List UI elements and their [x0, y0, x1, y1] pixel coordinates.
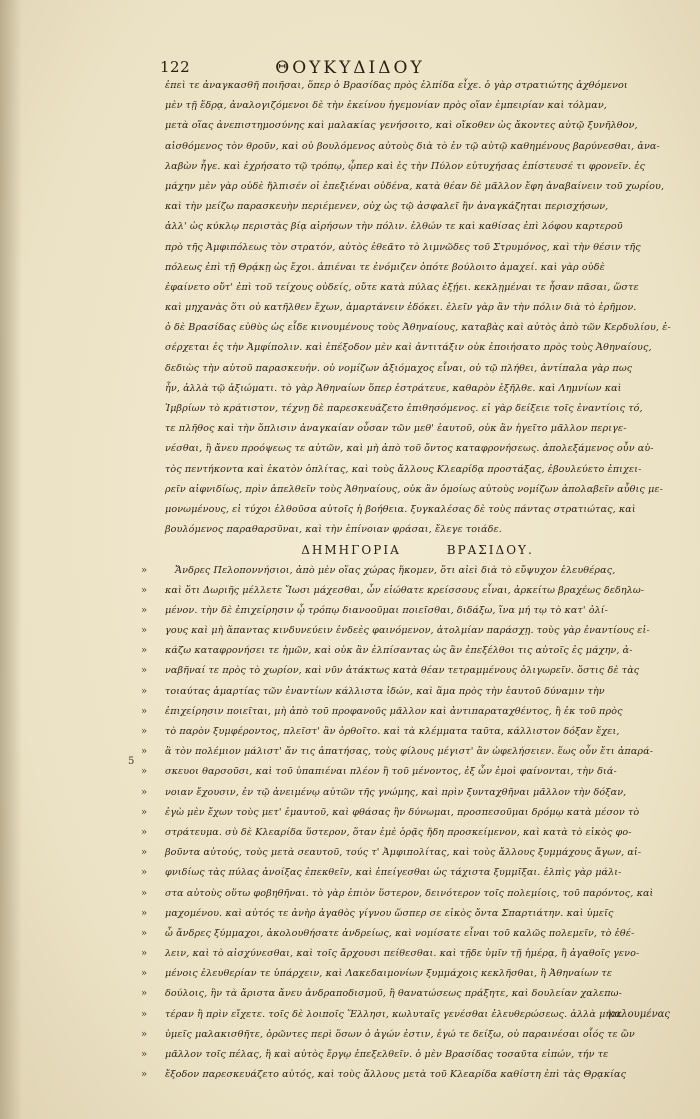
- line-text: καὶ ὅτι Δωριῆς μέλλετε Ἴωσι μάχεσθαι, ὧν εἰώθατε κρείσσους εἶναι, ἀρκείτω βραχέως δεδηλω-: [165, 584, 645, 596]
- line-text: ὦ ἄνδρες ξύμμαχοι, ἀκολουθήσατε ἀνδρείως, καὶ νομίσατε εἶναι τοῦ καλῶς πολεμεῖν, τὸ ἐθέ-: [165, 927, 635, 939]
- text-line: [141, 843, 670, 863]
- line-text: μένοις ἐλευθερίαν τε ὑπάρχειν, καὶ Λακεδαιμονίων ξυμμάχοις κεκλῆσθαι, ἢ Ἀθηναίων τε: [165, 968, 613, 980]
- line-text: βοῦντα αὐτούς, τοὺς μετὰ σεαυτοῦ, τούς τ' Ἀμφιπολίτας, καὶ τοὺς ἄλλους ξυμμάχους ἄγων, αἰ-: [165, 847, 642, 859]
- line-text: κάζω καταφρονήσει τε ἡμῶν, καὶ οὐκ ἂν ἐλπίσαντας ὡς ἂν ἐπεξέλθοι τις αὐτοῖς ἐς μάχην, ἀ-: [165, 645, 633, 657]
- line-text: ἐγὼ μὲν ἔχων τοὺς μετ' ἐμαυτοῦ, καὶ φθάσας ἢν δύνωμαι, προσπεσοῦμαι δρόμῳ κατὰ μέσον τὸ: [165, 806, 640, 818]
- quote-mark: »: [141, 887, 148, 899]
- quote-mark: »: [141, 1008, 148, 1020]
- text-line: [165, 379, 670, 399]
- line-text: μονωμένους, εἰ τύχοι ἐλθοῦσα αὐτοῖς ἡ βοήθεια. ξυγκαλέσας δὲ τοὺς πάντας στρατιώτας, καὶ: [165, 503, 636, 515]
- text-line: [141, 581, 670, 601]
- line-text: βουλόμενος παραθαρσῦναι, καὶ τὴν ἐπίνοιαν φράσαι, ἔλεγε τοιάδε.: [165, 524, 502, 536]
- line-text: πόλεως ἐπὶ τῇ Θρᾴκῃ ὡς ἔχοι. ἀπιέναι τε ἐνόμιζεν ὁπότε βούλοιτο ἀμαχεί. καὶ γὰρ οὐδὲ: [165, 261, 605, 273]
- text-line: [165, 157, 670, 177]
- main-text-block: [141, 76, 671, 1085]
- line-text: τὸς πεντήκοντα καὶ ἑκατὸν ὁπλίτας, καὶ τοὺς ἄλλους Κλεαρίδᾳ προστάξας, ἐβουλεύετο ἐπιχει-: [165, 463, 642, 475]
- line-text: λειν, καὶ τὸ αἰσχύνεσθαι, καὶ τοῖς ἄρχουσι πείθεσθαι. καὶ τῇδε ὑμῖν τῇ ἡμέρᾳ, ἢ ἀγαθοῖς γενο-: [165, 948, 640, 960]
- section-heading-word: ΔΗΜΗΓΟΡΙΑ: [301, 543, 401, 558]
- quote-mark: »: [141, 988, 148, 1000]
- line-text: τὸ παρὸν ξυμφέροντος, πλεῖστ' ἂν ὀρθοῖτο. καὶ τὰ κλέμματα ταῦτα, κάλλιστον δόξαν ἔχει,: [165, 726, 620, 737]
- line-text: ἀλλ' ὡς κύκλῳ περιστὰς βίᾳ αἱρήσων τὴν πόλιν. ἐλθών τε καὶ καθίσας ἐπὶ λόφου καρτεροῦ: [165, 221, 623, 233]
- text-line: [141, 1065, 670, 1085]
- margin-number: 5: [128, 756, 135, 767]
- line-text: σέρχεται ἐς τὴν Ἀμφίπολιν. καὶ ἐπέξοδον μὲν καὶ ἀντιτάξιν οὐκ ἐποιήσατο πρὸς τοὺς Ἀθηναίους,: [165, 342, 652, 354]
- section-heading-word: ΒΡΑΣΙΔΟΥ.: [446, 543, 534, 558]
- line-text: πρὸ τῆς Ἀμφιπόλεως τὸν στρατόν, αὐτὸς ἐθεᾶτο τὸ λιμνῶδες τοῦ Στρυμόνος, καὶ τὴν θέσιν τῆς: [165, 241, 641, 253]
- quote-mark: »: [141, 1069, 148, 1081]
- quote-mark: »: [141, 726, 148, 737]
- text-line: [165, 298, 670, 318]
- line-text: νέσθαι, ἢ ἄνευ προόψεως τε αὐτῶν, καὶ μὴ ἀπὸ τοῦ ὄντος καταφρονήσεως. ἀπολεξάμενος οὖν αὐ-: [165, 443, 654, 455]
- line-text: φνιδίως τὰς πύλας ἀνοίξας ἐπεκθεῖν, καὶ ἐπείγεσθαι ὡς τάχιστα ξυμμῖξαι. ἐλπὶς γὰρ μάλι-: [165, 867, 622, 879]
- running-head-title: ΘΟΥΚΥΔΙΔΟΥ: [275, 58, 425, 78]
- text-line: [141, 1025, 670, 1045]
- text-line: [165, 258, 670, 278]
- line-text: μετὰ οἵας ἀνεπιστημοσύνης καὶ μαλακίας γενήσοιτο, καὶ οἴκοθεν ὡς ἄκοντες αὐτῷ ξυνῆλθον,: [165, 120, 638, 132]
- text-line: [165, 399, 670, 419]
- line-text: ἃ τὸν πολέμιον μάλιστ' ἄν τις ἀπατήσας, τοὺς φίλους μέγιστ' ἂν ὠφελήσειεν. ἕως οὖν ἔτι ἀπαρά-: [165, 746, 654, 758]
- line-text: ἔξοδον παρεσκευάζετο αὐτός, καὶ τοὺς ἄλλους μετὰ τοῦ Κλεαρίδα καθίστη ἐπὶ τὰς Θρᾳκίας: [165, 1069, 627, 1081]
- quote-mark: »: [141, 806, 148, 818]
- text-line: [141, 722, 670, 742]
- text-line: [141, 601, 670, 621]
- text-line: [141, 1005, 670, 1025]
- quote-mark: »: [141, 786, 148, 798]
- line-text: ὑμεῖς μαλακισθῆτε, ὁρῶντες περὶ ὅσων ὁ ἀγών ἐστιν, ἐγώ τε δείξω, οὐ παραινέσαι οἷός τε ὢν: [165, 1028, 635, 1040]
- line-text: μὲν τῇ ἕδρᾳ, ἀναλογιζόμενοι δὲ τὴν ἐκείνου ἡγεμονίαν πρὸς οἵαν ἐμπειρίαν καὶ τόλμαν,: [165, 100, 607, 112]
- text-line: [165, 76, 670, 96]
- text-line: [165, 116, 670, 136]
- text-line: [165, 338, 670, 358]
- line-text: ἐπεὶ τε ἀναγκασθῆ ποιῆσαι, ὅπερ ὁ Βρασίδας πρὸς ἐλπίδα εἶχε. ὁ γὰρ στρατιώτης ἀχθόμενοι: [165, 80, 628, 91]
- text-line: [141, 964, 670, 984]
- quote-mark: »: [141, 948, 148, 960]
- text-line: [165, 137, 670, 157]
- text-line: [141, 742, 670, 762]
- line-text: μάχην μὲν γὰρ οὐδὲ ἤλπισέν οἱ ἐπεξιέναι οὐδένα, κατὰ θέαν δὲ μᾶλλον ἔφη ἀναβαίνειν τοῦ χωρίου,: [165, 180, 665, 192]
- line-text: ρεῖν αἰφνιδίως, πρὶν ἀπελθεῖν τοὺς Ἀθηναίους, οὐκ ἂν ὁμοίως αὐτοὺς νομίζων ἀπολαβεῖν αὖθις με-: [165, 483, 663, 495]
- quote-mark: »: [141, 746, 148, 758]
- quote-mark: »: [141, 968, 148, 980]
- line-text: αἰσθόμενος τὸν θροῦν, καὶ οὐ βουλόμενος αὐτοὺς διὰ τὸ ἐν τῷ αὐτῷ καθημένους βαρύνεσθαι, ἀνα-: [165, 140, 660, 152]
- text-line: [165, 460, 670, 480]
- text-line: [141, 783, 670, 803]
- quote-mark: »: [141, 826, 148, 838]
- line-text: καὶ τὴν μείζω παρασκευὴν περιέμενεν, οὐχ ὡς τῷ ἀσφαλεῖ ἢν ἀναγκάζηται περισχήσων,: [165, 201, 609, 213]
- quote-mark: »: [141, 1028, 148, 1040]
- text-line: [141, 621, 670, 641]
- line-text: μᾶλλον τοῖς πέλας, ἢ καὶ αὐτὸς ἔργῳ ἐπεξελθεῖν. ὁ μὲν Βρασίδας τοσαῦτα εἰπών, τήν τε: [165, 1049, 609, 1060]
- text-line: [141, 823, 670, 843]
- line-text: ὁ δὲ Βρασίδας εὐθὺς ὡς εἶδε κινουμένους τοὺς Ἀθηναίους, καταβὰς καὶ αὐτὸς ἀπὸ τῶν Κερδυλίου, ἐ-: [165, 322, 671, 334]
- text-line: [141, 661, 670, 681]
- text-line: [141, 803, 670, 823]
- quote-mark: »: [141, 584, 148, 596]
- text-line: [141, 924, 670, 944]
- text-line: [141, 944, 670, 964]
- quote-mark: »: [141, 766, 148, 778]
- line-text: δούλοις, ἢν τὰ ἄριστα ἄνευ ἀνδραποδισμοῦ, ἢ θανατώσεως πράξητε, καὶ δουλείαν χαλεπω-: [165, 988, 622, 1000]
- quote-mark: »: [141, 1049, 148, 1060]
- quote-mark: »: [141, 625, 148, 637]
- quote-mark: »: [141, 665, 148, 677]
- line-text: τέραν ἢ πρὶν εἴχετε. τοῖς δὲ λοιποῖς Ἕλλησι, κωλυταῖς γενέσθαι ἐλευθερώσεως. ἀλλὰ μήτε: [165, 1008, 622, 1020]
- text-line: [165, 278, 670, 298]
- text-line: [141, 904, 670, 924]
- line-text: σκευοι θαρσοῦσι, καὶ τοῦ ὑπαπιέναι πλέον ἢ τοῦ μένοντος, ἐξ ὧν ἐμοὶ φαίνονται, τὴν διά-: [165, 766, 617, 778]
- text-line: [141, 1045, 670, 1065]
- line-text: ἦν, ἀλλὰ τῷ ἀξιώματι. τὸ γὰρ Ἀθηναίων ὅπερ ἐστράτευε, καθαρὸν ἐξῆλθε. καὶ Λημνίων καὶ: [165, 382, 622, 394]
- quote-mark: »: [141, 564, 148, 576]
- text-line: [165, 520, 670, 540]
- narrative-paragraph: [165, 76, 670, 540]
- text-line: [165, 238, 670, 258]
- text-line: [165, 217, 670, 237]
- text-line: [165, 500, 670, 520]
- text-line: [165, 318, 670, 338]
- section-heading: [165, 540, 670, 560]
- line-text: καὶ μηχανὰς ὅτι οὐ κατῆλθεν ἔχων, ἁμαρτάνειν ἐδόκει. ἑλεῖν γὰρ ἂν τὴν πόλιν διὰ τὸ ἐρῆμον.: [165, 302, 637, 314]
- quote-mark: »: [141, 847, 148, 859]
- quote-mark: »: [141, 645, 148, 657]
- line-text: στα αὐτοὺς οὕτω φοβηθῆναι. τὸ γὰρ ἐπιὸν ὕστερον, δεινότερον τοῖς πολεμίοις, τοῦ παρόντος, καὶ: [165, 887, 654, 899]
- text-line: [165, 359, 670, 379]
- line-text: ἐπιχείρησιν ποιεῖται, μὴ ἀπὸ τοῦ προφανοῦς μᾶλλον καὶ ἀντιπαραταχθέντος, ἢ ἐκ τοῦ πρὸς: [165, 705, 623, 717]
- text-line: [141, 641, 670, 661]
- text-line: [165, 177, 670, 197]
- line-text: ναβῆναί τε πρὸς τὸ χωρίον, καὶ νῦν ἀτάκτως κατὰ θέαν τετραμμένους ὀλιγωρεῖν. ὅστις δὲ τὰς: [165, 665, 640, 677]
- text-line: [141, 702, 670, 722]
- gutter-shadow: [0, 0, 22, 1119]
- text-line: [165, 480, 670, 500]
- text-line: [141, 682, 670, 702]
- quote-mark: »: [141, 867, 148, 879]
- quote-mark: »: [141, 685, 148, 697]
- line-text: γους καὶ μὴ ἅπαντας κινδυνεύειν ἐνδεὲς φαινόμενον, ἀτολμίαν παράσχῃ. τοὺς γὰρ ἐναντίους εἰ-: [165, 625, 650, 637]
- line-text: δεδιὼς τὴν αὐτοῦ παρασκευήν. οὐ νομίζων ἀξιόμαχος εἶναι, οὐ τῷ πλήθει, ἀντίπαλα γὰρ πως: [165, 362, 633, 374]
- line-text: Ἄνδρες Πελοποννήσιοι, ἀπὸ μὲν οἵας χώρας ἥκομεν, ὅτι αἰεὶ διὰ τὸ εὔψυχον ἐλευθέρας,: [175, 564, 616, 576]
- line-text: νοιαν ἔχουσιν, ἐν τῷ ἀνειμένῳ αὐτῶν τῆς γνώμης, καὶ πρὶν ξυνταχθῆναι μᾶλλον τὴν δόξαν,: [165, 786, 627, 798]
- text-line: [141, 984, 670, 1004]
- quote-mark: »: [141, 604, 148, 616]
- line-text: μένον. τὴν δὲ ἐπιχείρησιν ᾧ τρόπῳ διανοοῦμαι ποιεῖσθαι, διδάξω, ἵνα μή τῳ τὸ κατ' ὀλί-: [165, 604, 608, 616]
- line-text: Ἰμβρίων τὸ κράτιστον, τέχνῃ δὲ παρεσκευάζετο ἐπιθησόμενος. εἰ γὰρ δείξειε τοῖς ἐναντίοις τό,: [165, 403, 643, 414]
- text-line: [141, 863, 670, 883]
- text-line: [165, 439, 670, 459]
- text-line: [141, 762, 670, 782]
- text-line: [165, 96, 670, 116]
- quote-mark: »: [141, 907, 148, 919]
- text-line: [165, 419, 670, 439]
- line-text: ἐφαίνετο οὔτ' ἐπὶ τοῦ τείχους οὐδείς, οὔτε κατὰ πύλας ἐξῄει. κεκλῃμέναι τε ἦσαν πᾶσαι, ὥστε: [165, 281, 639, 293]
- line-text: τε πλῆθος καὶ τὴν ὅπλισιν ἀναγκαίαν οὖσαν τῶν μεθ' ἑαυτοῦ, οὐκ ἂν ἡγεῖτο μᾶλλον περιγε-: [165, 423, 627, 435]
- text-line: [141, 884, 670, 904]
- line-text: λαβὼν ἦγε. καὶ ἐχρήσατο τῷ τρόπῳ, ᾧπερ καὶ ἐς τὴν Πύλον εὐτυχήσας ἐπίστευσέ τι φρονεῖν. ἐς: [165, 160, 646, 172]
- line-text: στράτευμα. σὺ δὲ Κλεαρίδα ὕστερον, ὅταν ἐμὲ ὁρᾷς ἤδη προσκείμενον, καὶ κατὰ τὸ εἰκὸς φο-: [165, 826, 632, 838]
- text-line: [141, 561, 670, 581]
- quote-mark: »: [141, 705, 148, 717]
- page-number: 122: [160, 58, 191, 76]
- catchword: καλουμένας: [607, 1009, 670, 1020]
- speech-text: [141, 561, 670, 1086]
- line-text: μαχομένου. καὶ αὐτός τε ἀνὴρ ἀγαθὸς γίγνου ὥσπερ σε εἰκὸς ὄντα Σπαρτιάτην. καὶ ὑμεῖς: [165, 907, 614, 919]
- text-line: [165, 197, 670, 217]
- line-text: τοιαύτας ἁμαρτίας τῶν ἐναντίων κάλλιστα ἰδών, καὶ ἅμα πρὸς τὴν ἑαυτοῦ δύναμιν τὴν: [165, 685, 605, 697]
- quote-mark: »: [141, 927, 148, 939]
